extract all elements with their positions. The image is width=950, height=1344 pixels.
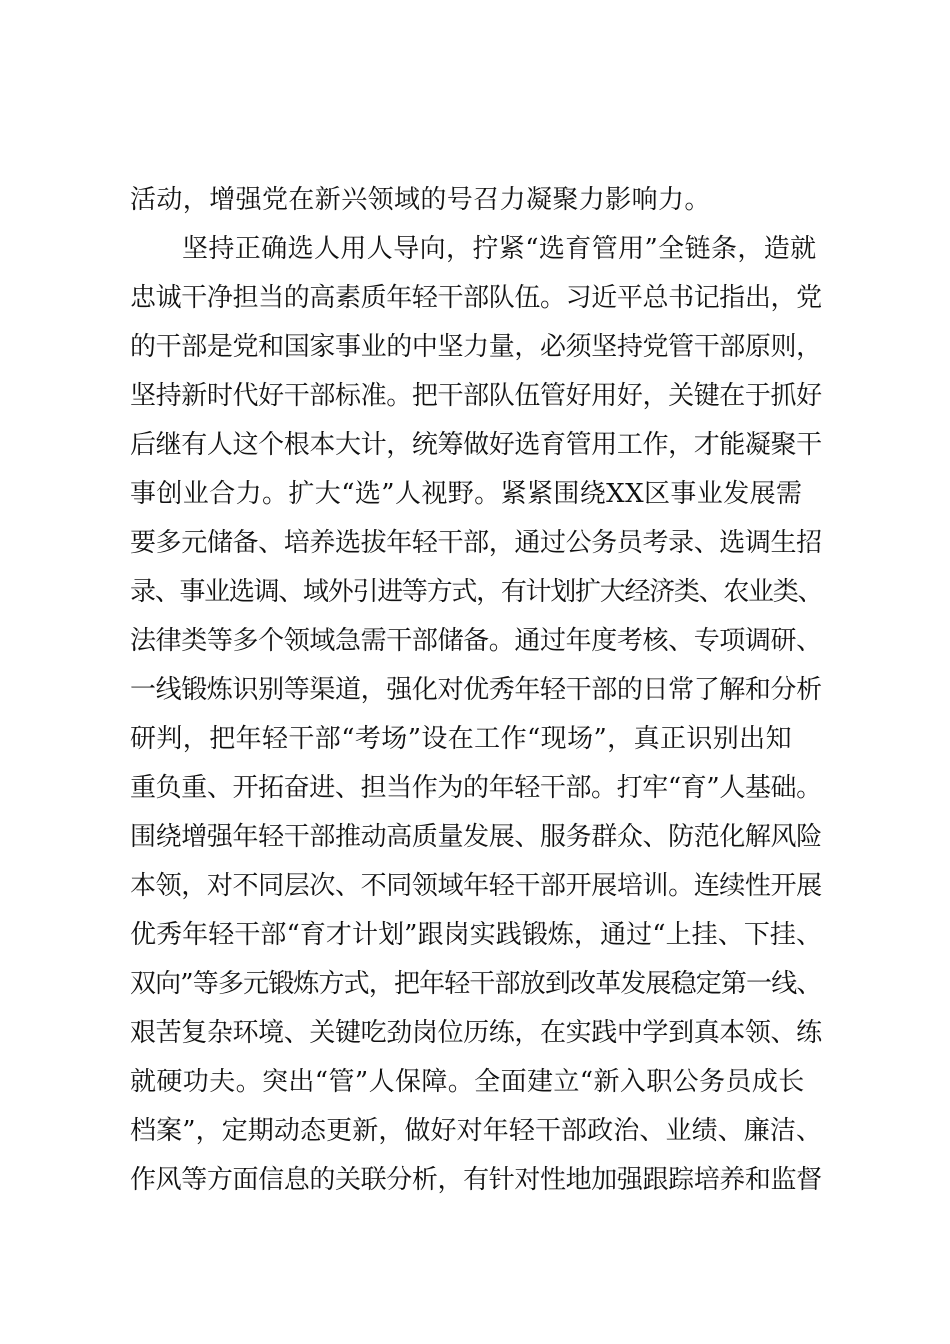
- text-line: 重负重、开拓奋进、担当作为的年轻干部。打牢“育”人基础。: [130, 773, 822, 803]
- text-line: 后继有人这个根本大计，统筹做好选育管用工作，才能凝聚干: [130, 430, 822, 460]
- text-line: 要多元储备、培养选拔年轻干部，通过公务员考录、选调生招: [130, 528, 822, 558]
- text-line: 围绕增强年轻干部推动高质量发展、服务群众、防范化解风险: [130, 822, 822, 852]
- text-line: 一线锻炼识别等渠道，强化对优秀年轻干部的日常了解和分析: [130, 675, 822, 705]
- text-line: 事创业合力。扩大“选”人视野。紧紧围绕XX区事业发展需: [130, 479, 803, 509]
- text-line: 档案”，定期动态更新，做好对年轻干部政治、业绩、廉洁、: [130, 1116, 823, 1146]
- text-line: 艰苦复杂环境、关键吃劲岗位历练，在实践中学到真本领、练: [130, 1018, 822, 1048]
- text-line: 的干部是党和国家事业的中坚力量，必须坚持党管干部原则，: [130, 332, 822, 362]
- text-line: 优秀年轻干部“育才计划”跟岗实践锻炼，通过“上挂、下挂、: [130, 920, 823, 950]
- text-line: 法律类等多个领域急需干部储备。通过年度考核、专项调研、: [130, 626, 822, 656]
- text-line: 作风等方面信息的关联分析，有针对性地加强跟踪培养和监督: [130, 1165, 822, 1195]
- text-line: 坚持新时代好干部标准。把干部队伍管好用好，关键在于抓好: [130, 381, 822, 411]
- text-line: 研判，把年轻干部“考场”设在工作“现场”，真正识别出知: [130, 724, 792, 754]
- text-line: 活动，增强党在新兴领域的号召力凝聚力影响力。: [130, 185, 711, 215]
- text-line: 本领，对不同层次、不同领域年轻干部开展培训。连续性开展: [130, 871, 822, 901]
- text-line: 录、事业选调、域外引进等方式，有计划扩大经济类、农业类、: [130, 577, 823, 607]
- text-line: 双向”等多元锻炼方式，把年轻干部放到改革发展稳定第一线、: [130, 969, 822, 999]
- text-line: 忠诚干净担当的高素质年轻干部队伍。习近平总书记指出，党: [130, 283, 822, 313]
- text-line: 就硬功夫。突出“管”人保障。全面建立“新入职公务员成长: [130, 1067, 805, 1097]
- paragraph-first-line: 坚持正确选人用人导向，拧紧“选育管用”全链条，造就: [182, 234, 817, 264]
